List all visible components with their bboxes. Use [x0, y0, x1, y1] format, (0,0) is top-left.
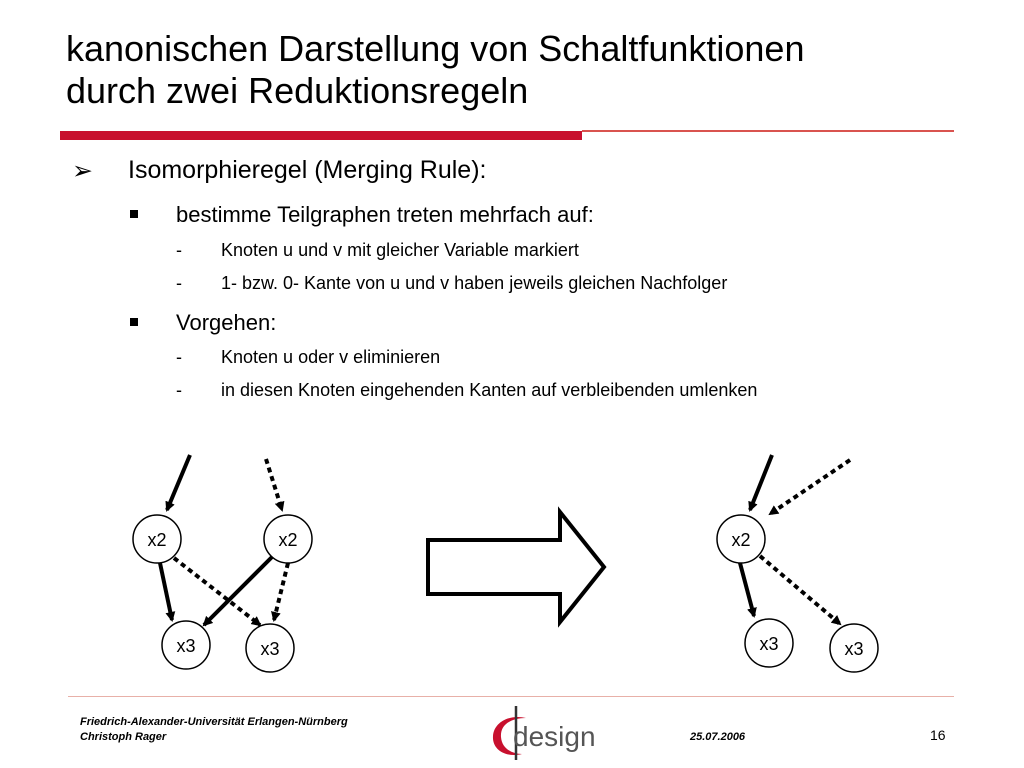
arrow-bullet-icon: ➢ — [72, 157, 93, 185]
footer-divider — [68, 696, 954, 697]
page-number: 16 — [930, 727, 946, 743]
solid-edge — [160, 563, 172, 620]
bullet-level3-text: in diesen Knoten eingehenden Kanten auf verbleibenden umlenken — [221, 380, 758, 400]
bullet-level3-text: Knoten u und v mit gleicher Variable markiert — [221, 240, 579, 260]
solid-edge — [740, 563, 754, 616]
dash-bullet: - — [176, 273, 182, 293]
incoming-dashed-edge — [266, 459, 282, 510]
design-logo — [488, 704, 608, 764]
node-label: x3 — [759, 634, 779, 654]
incoming-solid-edge — [167, 455, 190, 510]
incoming-solid-edge — [750, 455, 772, 510]
dash-bullet: - — [176, 240, 182, 260]
dashed-edge — [174, 558, 260, 625]
bullet-level1-text: Isomorphieregel (Merging Rule): — [128, 156, 487, 184]
footer-author: Christoph Rager — [80, 731, 167, 743]
node-label: x2 — [278, 530, 298, 550]
node-label: x2 — [147, 530, 167, 550]
logo-text: design — [513, 721, 596, 752]
after-graph — [717, 455, 878, 672]
dash-bullet: - — [176, 380, 182, 400]
dashed-edge — [274, 563, 288, 620]
transform-arrow-icon — [428, 512, 604, 622]
footer-institution: Friedrich-Alexander-Universität Erlangen-Nürnberg — [80, 716, 348, 728]
title-line-2: durch zwei Reduktionsregeln — [66, 70, 529, 111]
bullet-level2-text: Vorgehen: — [176, 310, 277, 335]
before-graph — [133, 455, 312, 672]
solid-edge — [204, 557, 272, 625]
node-label: x2 — [731, 530, 751, 550]
node-label: x3 — [260, 639, 280, 659]
incoming-dashed-edge — [770, 460, 850, 514]
node-label: x3 — [176, 636, 196, 656]
bullet-level2-text: bestimme Teilgraphen treten mehrfach auf: — [176, 202, 594, 227]
bullet-level3-text: Knoten u oder v eliminieren — [221, 347, 441, 367]
title-line-1: kanonischen Darstellung von Schaltfunktionen — [66, 28, 805, 69]
node-label: x3 — [844, 639, 864, 659]
dashed-edge — [760, 556, 840, 624]
footer-date: 25.07.2006 — [690, 731, 746, 743]
bullet-level3-text: 1- bzw. 0- Kante von u und v haben jeweils gleichen Nachfolger — [221, 273, 728, 293]
dash-bullet: - — [176, 347, 182, 367]
